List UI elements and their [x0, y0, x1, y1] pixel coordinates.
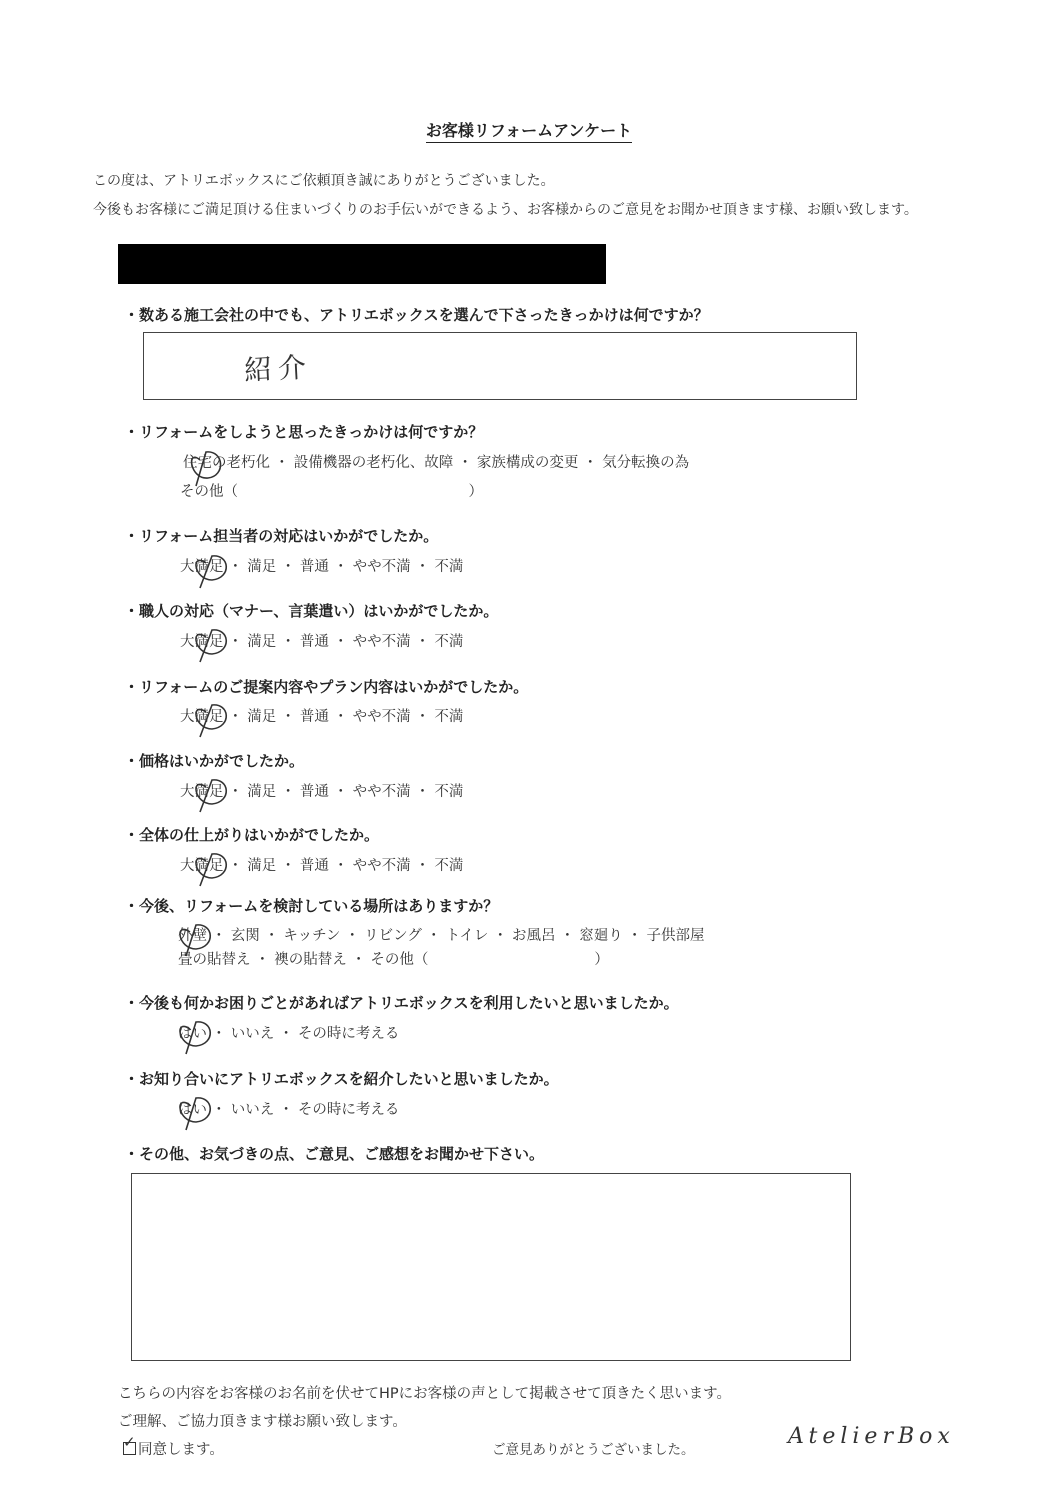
- handwritten-answer-1: 紹介: [243, 350, 313, 387]
- options-9[interactable]: はい ・ いいえ ・ その時に考える: [178, 1026, 400, 1042]
- question-5: ・ リフォームのご提案内容やプラン内容はいかがでしたか。: [124, 676, 528, 697]
- options-8[interactable]: 外壁 ・ 玄関 ・ キッチン ・ リビング ・ トイレ ・ お風呂 ・ 窓廻り ・ 子供部屋: [178, 928, 705, 944]
- question-11: ・ その他、お気づきの点、ご意見、ご感想をお聞かせ下さい。: [124, 1143, 544, 1164]
- options-8-row-2[interactable]: 畳の貼替え ・ 襖の貼替え ・ その他（ ）: [178, 952, 609, 968]
- options-5[interactable]: 大満足 ・ 満足 ・ 普通 ・ やや不満 ・ 不満: [180, 709, 464, 725]
- intro-line-2: 今後もお客様にご満足頂ける住まいづくりのお手伝いができるよう、お客様からのご意見をお聞かせ頂きます様、お願い致します。: [93, 202, 918, 218]
- publish-consent-text: こちらの内容をお客様のお名前を伏せてHPにお客様の声として掲載させて頂きたく思います。: [118, 1386, 731, 1402]
- answer-box-1[interactable]: [143, 332, 857, 400]
- survey-title: お客様リフォームアンケート: [0, 118, 1058, 141]
- options-2[interactable]: 住宅の老朽化 ・ 設備機器の老朽化、故障 ・ 家族構成の変更 ・ 気分転換の為: [183, 455, 690, 471]
- consent-request-text: ご理解、ご協力頂きます様お願い致します。: [118, 1414, 407, 1430]
- consent-checkbox[interactable]: [123, 1433, 136, 1455]
- question-2: ・ リフォームをしようと思ったきっかけは何ですか？: [124, 421, 483, 442]
- consent-checkbox-label: 同意します。: [138, 1442, 224, 1458]
- options-4[interactable]: 大満足 ・ 満足 ・ 普通 ・ やや不満 ・ 不満: [180, 634, 464, 650]
- thanks-text: ご意見ありがとうございました。: [492, 1442, 695, 1458]
- question-3: ・ リフォーム担当者の対応はいかがでしたか。: [124, 525, 438, 546]
- question-4: ・ 職人の対応（マナー、言葉遣い）はいかがでしたか。: [124, 600, 498, 621]
- options-6[interactable]: 大満足 ・ 満足 ・ 普通 ・ やや不満 ・ 不満: [180, 784, 464, 800]
- checkmark-icon: ✓: [123, 1433, 136, 1451]
- question-6: ・ 価格はいかがでしたか。: [124, 750, 304, 771]
- consent-checkbox-row[interactable]: [123, 1433, 224, 1459]
- options-3[interactable]: 大満足 ・ 満足 ・ 普通 ・ やや不満 ・ 不満: [180, 559, 464, 575]
- redacted-name-block: [118, 244, 606, 284]
- comments-box[interactable]: [131, 1173, 851, 1361]
- atelierbox-logo: AtelierBox: [788, 1424, 955, 1449]
- question-10: ・ お知り合いにアトリエボックスを紹介したいと思いましたか。: [124, 1068, 559, 1089]
- question-7: ・ 全体の仕上がりはいかがでしたか。: [124, 824, 379, 845]
- question-1: ・ 数ある施工会社の中でも、アトリエボックスを選んで下さったきっかけは何ですか？: [124, 304, 709, 325]
- options-10[interactable]: はい ・ いいえ ・ その時に考える: [178, 1102, 400, 1118]
- question-8: ・ 今後、リフォームを検討している場所はありますか？: [124, 895, 498, 916]
- intro-line-1: この度は、アトリエボックスにご依頼頂き誠にありがとうございました。: [93, 173, 555, 189]
- options-7[interactable]: 大満足 ・ 満足 ・ 普通 ・ やや不満 ・ 不満: [180, 858, 464, 874]
- question-9: ・ 今後も何かお困りごとがあればアトリエボックスを利用したいと思いましたか。: [124, 992, 679, 1013]
- options-2-other[interactable]: その他（ ）: [180, 484, 483, 500]
